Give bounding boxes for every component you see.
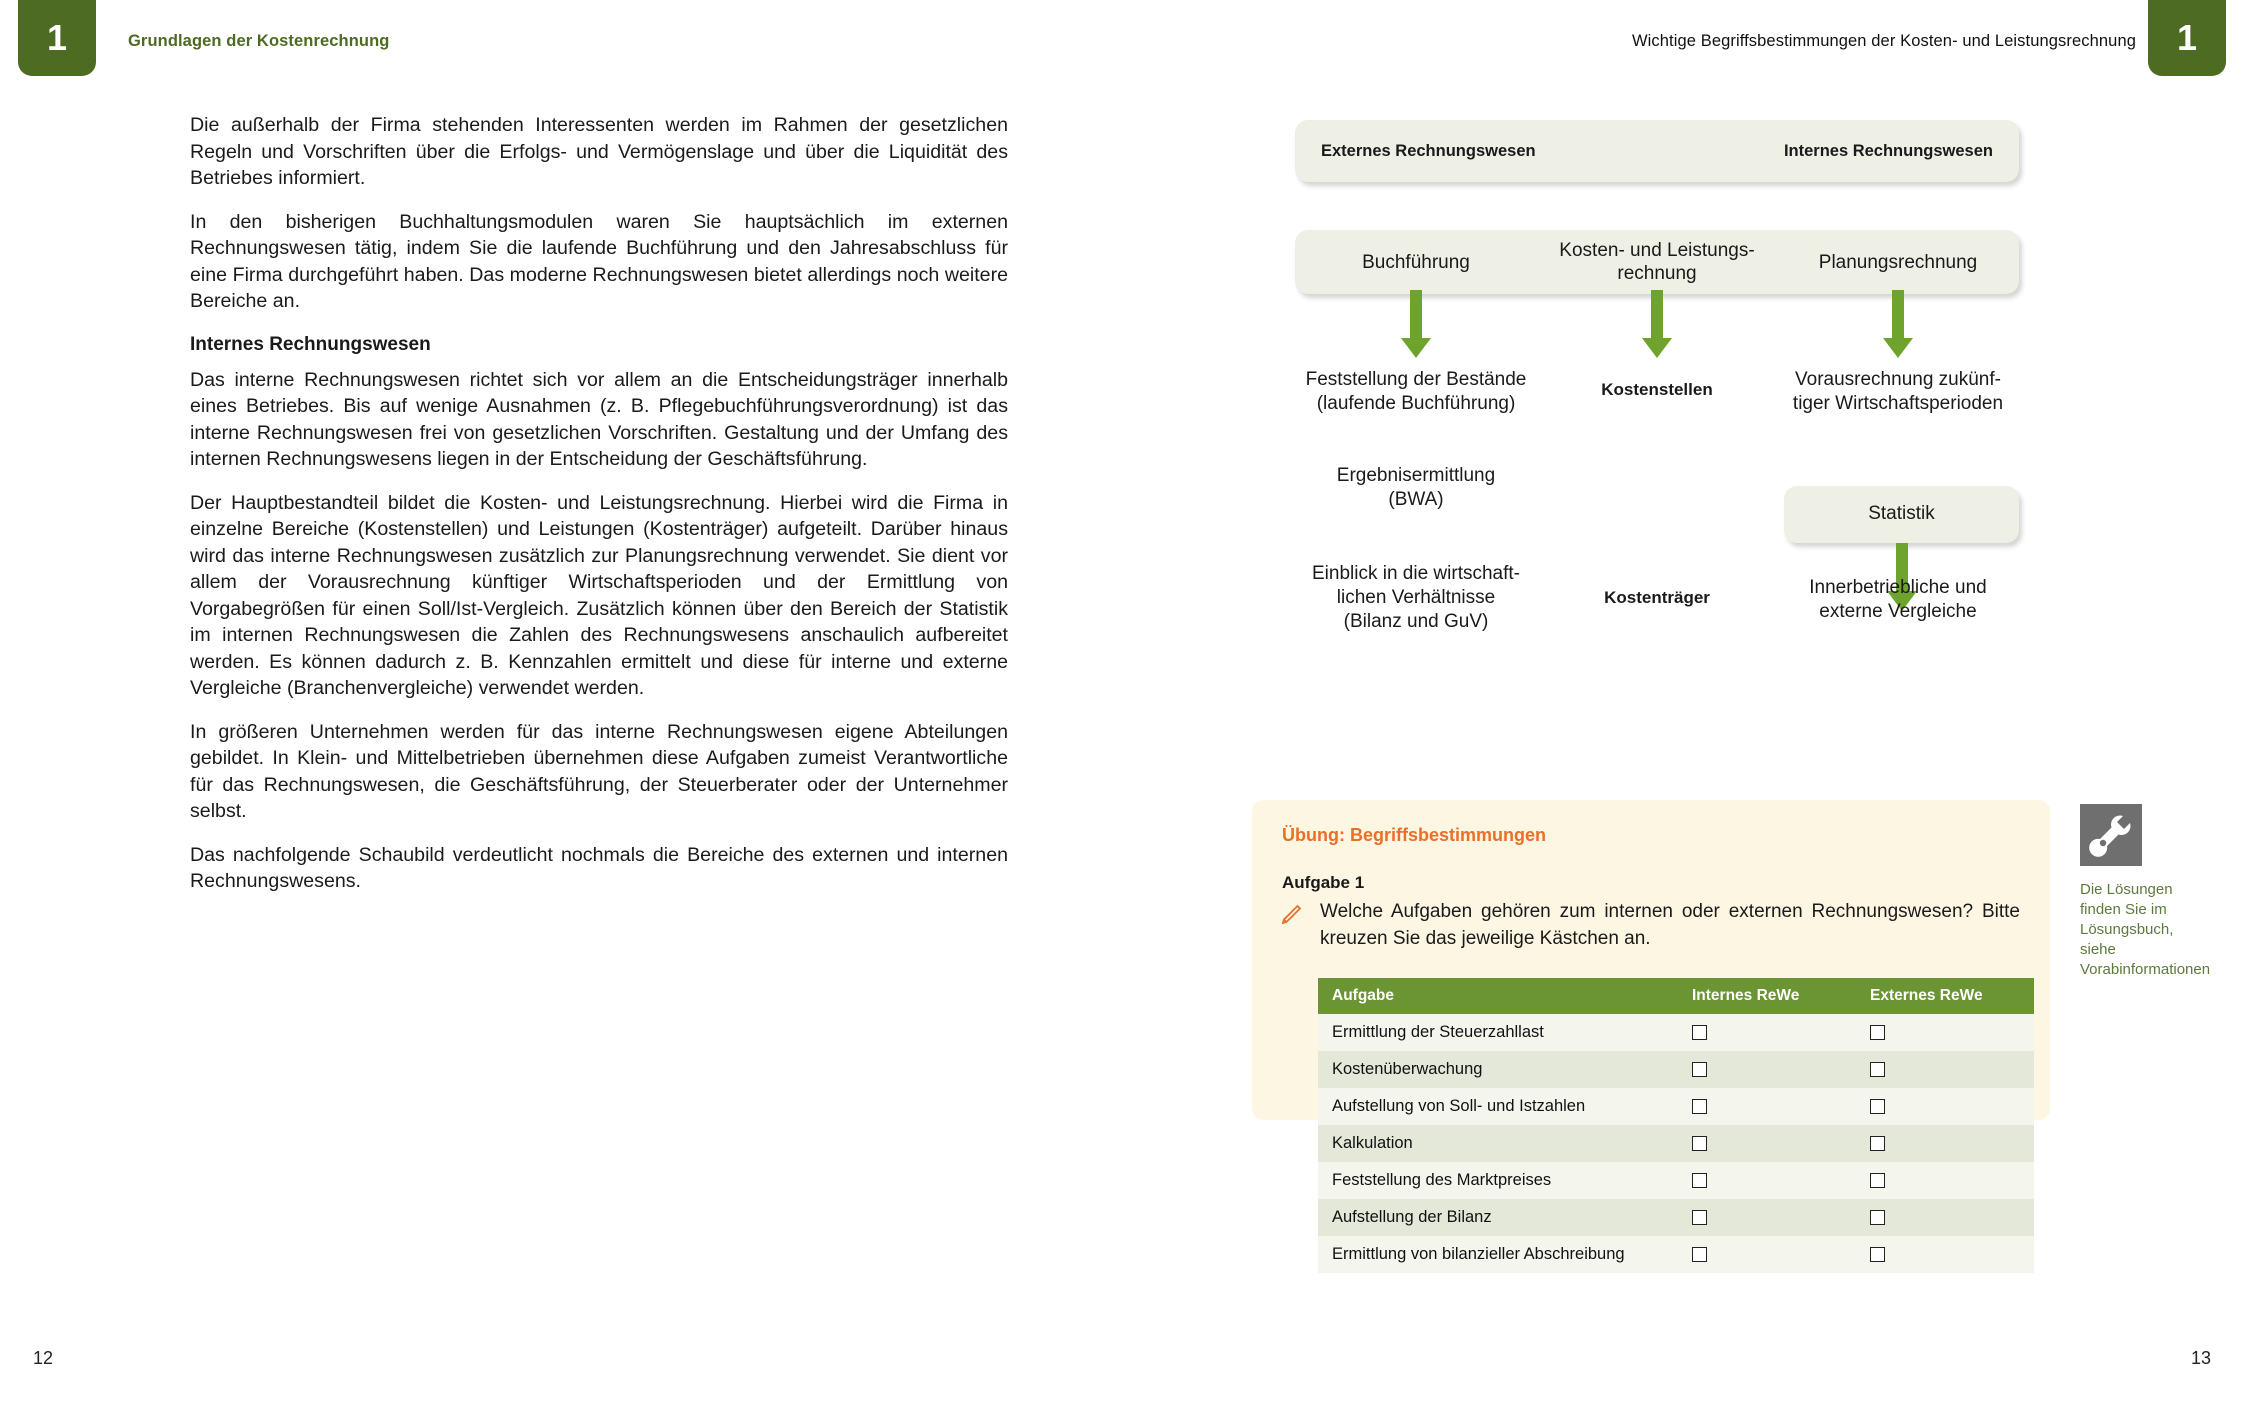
table-row xyxy=(1318,1199,2034,1236)
table-body xyxy=(1318,1014,2034,1273)
schema-band-top xyxy=(1295,120,2019,182)
paragraph-5: In größeren Unternehmen werden für das interne Rechnungswesen eigene Abteilungen gebildet. In Klein- und Mittelbetrieben übernehmen diese Aufgaben zumeist Verantwortliche für das Rechnungswesen, die Geschäftsführung, der Steuerberater oder der Unternehmer selbst. xyxy=(190,720,1008,822)
task-label: Kostenüberwachung xyxy=(1318,1051,1678,1088)
checkbox-cell-externes[interactable] xyxy=(1856,1051,2034,1088)
accounting-schema-diagram xyxy=(1295,120,2019,780)
arrow-down-kostenrechnung xyxy=(1642,290,1672,358)
checkbox-cell-internes[interactable] xyxy=(1678,1051,1856,1088)
schema-box-buchfuehrung: Buchführung xyxy=(1362,251,1470,273)
table-row xyxy=(1318,1236,2034,1273)
task-label: Aufstellung von Soll- und Istzahlen xyxy=(1318,1088,1678,1125)
schema-box-statistik xyxy=(1784,486,2019,543)
exercise-subtitle: Aufgabe 1 xyxy=(1282,873,1365,892)
checkbox-externes[interactable] xyxy=(1870,1247,1885,1262)
column-header-internes-rewe: Internes ReWe xyxy=(1678,978,1856,1014)
checkbox-internes[interactable] xyxy=(1692,1210,1707,1225)
checkbox-internes[interactable] xyxy=(1692,1136,1707,1151)
paragraph-3: Das interne Rechnungswesen richtet sich vor allem an die Entscheidungsträger innerhalb eines Betriebes. Bis auf wenige Ausnahmen (z. B. Pflegebuchführungsverordnung) ist das interne Rechnungswesen frei von gesetzlichen Vorschriften. Gestaltung und der Umfang des internen Rechnungswesens liegen in der Entscheidung der Geschäftsführung. xyxy=(190,368,1008,470)
checkbox-cell-internes[interactable] xyxy=(1678,1088,1856,1125)
checkbox-cell-internes[interactable] xyxy=(1678,1236,1856,1273)
body-column xyxy=(190,112,1008,912)
exercise-title: Übung: Begriffsbestimmungen xyxy=(1282,825,1546,845)
paragraph-6: Das nachfolgende Schaubild verdeutlicht nochmals die Bereiche des externen und internen Rechnungswesens. xyxy=(190,843,1008,892)
checkbox-externes[interactable] xyxy=(1870,1025,1885,1040)
chapter-number-right: 1 xyxy=(2176,17,2198,58)
checkbox-cell-internes[interactable] xyxy=(1678,1014,1856,1051)
chapter-number-left: 1 xyxy=(46,17,68,58)
schema-label-statistik: Statistik xyxy=(1868,503,1935,524)
checkbox-internes[interactable] xyxy=(1692,1025,1707,1040)
page-number-right: 13 xyxy=(2190,1348,2211,1368)
pencil-icon xyxy=(1280,902,1304,926)
table-header-row xyxy=(1318,978,2034,1014)
note-kostentraeger: Kostenträger xyxy=(1604,588,1710,607)
checkbox-externes[interactable] xyxy=(1870,1099,1885,1114)
section-heading-internes-rechnungswesen: Internes Rechnungswesen xyxy=(190,333,431,355)
checkbox-internes[interactable] xyxy=(1692,1099,1707,1114)
column-header-externes-rewe: Externes ReWe xyxy=(1856,978,2034,1014)
checkbox-cell-internes[interactable] xyxy=(1678,1199,1856,1236)
checkbox-externes[interactable] xyxy=(1870,1173,1885,1188)
schema-band-disciplines xyxy=(1295,230,2019,294)
task-label: Ermittlung von bilanzieller Abschreibung xyxy=(1318,1236,1678,1273)
note-ergebnisermittlung: Ergebnisermittlung (BWA) xyxy=(1336,465,1496,510)
wrench-icon xyxy=(2080,804,2142,866)
checkbox-cell-internes[interactable] xyxy=(1678,1125,1856,1162)
margin-note xyxy=(2080,804,2210,980)
checkbox-externes[interactable] xyxy=(1870,1136,1885,1151)
schema-label-external: Externes Rechnungswesen xyxy=(1321,142,1536,160)
checkbox-cell-externes[interactable] xyxy=(1856,1162,2034,1199)
table-row xyxy=(1318,1051,2034,1088)
checkbox-internes[interactable] xyxy=(1692,1173,1707,1188)
page-number-left: 12 xyxy=(33,1348,54,1368)
task-label: Ermittlung der Steuerzahllast xyxy=(1318,1014,1678,1051)
table-row xyxy=(1318,1088,2034,1125)
arrow-down-planungsrechnung xyxy=(1883,290,1913,358)
exercise-question: Welche Aufgaben gehören zum internen oder externen Rechnungswesen? Bitte kreuzen Sie das jeweilige Kästchen an. xyxy=(1320,901,2020,949)
checkbox-cell-externes[interactable] xyxy=(1856,1088,2034,1125)
note-innerbetriebliche-vergleiche: Innerbetriebliche und externe Vergleiche xyxy=(1809,577,1987,622)
note-feststellung-bestaende: Feststellung der Bestände (laufende Buchführung) xyxy=(1305,369,1527,414)
table-row xyxy=(1318,1125,2034,1162)
margin-note-text: Die Lösungen finden Sie im Lösungsbuch, siehe Vorabinformationen xyxy=(2080,881,2211,978)
note-einblick-wirtschaftliche-verhaeltnisse: Einblick in die wirtschaft- lichen Verhältnisse (Bilanz und GuV) xyxy=(1311,563,1521,632)
runhead-right: Wichtige Begriffsbestimmungen der Kosten- und Leistungsrechnung xyxy=(1631,32,2136,50)
exercise-table xyxy=(1318,978,2034,1273)
task-label: Kalkulation xyxy=(1318,1125,1678,1162)
task-label: Aufstellung der Bilanz xyxy=(1318,1199,1678,1236)
checkbox-internes[interactable] xyxy=(1692,1062,1707,1077)
checkbox-cell-externes[interactable] xyxy=(1856,1125,2034,1162)
paragraph-4: Der Hauptbestandteil bildet die Kosten- und Leistungsrechnung. Hierbei wird die Firma in einzelne Bereiche (Kostenstellen) und Leistungen (Kostenträger) aufgeteilt. Darüber hinaus wird das interne Rechnungswesen zusätzlich zur Planungsrechnung verwendet. Sie dient vor allem der Vorausrechnung künftiger Wirtschaftsperioden und der Ermittlung von Vorgabegrößen für einen Soll/Ist-Vergleich. Zusätzlich können über den Bereich der Statistik im internen Rechnungswesen die Zahlen des Rechnungswesens anschaulich aufbereitet werden. Es können dadurch z. B. Kennzahlen ermittelt und diese für interne und externe Vergleiche (Branchenvergleiche) verwendet werden. xyxy=(190,491,1008,699)
checkbox-externes[interactable] xyxy=(1870,1210,1885,1225)
schema-label-internal: Internes Rechnungswesen xyxy=(1783,142,1993,160)
task-label: Feststellung des Marktpreises xyxy=(1318,1162,1678,1199)
schema-box-kostenrechnung: Kosten- und Leistungs-rechnung xyxy=(1559,240,1755,284)
paragraph-2: In den bisherigen Buchhaltungsmodulen waren Sie hauptsächlich im externen Rechnungswesen tätig, indem Sie die laufende Buchführung und den Jahresabschluss für eine Firma durchgeführt haben. Das moderne Rechnungswesen bietet allerdings noch weitere Bereiche an. xyxy=(190,210,1008,312)
checkbox-cell-externes[interactable] xyxy=(1856,1199,2034,1236)
table-row xyxy=(1318,1162,2034,1199)
paragraph-1: Die außerhalb der Firma stehenden Interessenten werden im Rahmen der gesetzlichen Regeln und Vorschriften über die Erfolgs- und Vermögenslage und über die Liquidität des Betriebes informiert. xyxy=(190,114,1008,189)
checkbox-cell-externes[interactable] xyxy=(1856,1236,2034,1273)
column-header-aufgabe: Aufgabe xyxy=(1318,978,1678,1014)
checkbox-cell-internes[interactable] xyxy=(1678,1162,1856,1199)
checkbox-cell-externes[interactable] xyxy=(1856,1014,2034,1051)
runhead-left: Grundlagen der Kostenrechnung xyxy=(128,32,390,50)
arrow-down-buchfuehrung xyxy=(1401,290,1431,358)
schema-box-planungsrechnung: Planungsrechnung xyxy=(1818,251,1978,273)
note-kostenstellen: Kostenstellen xyxy=(1601,380,1713,399)
checkbox-internes[interactable] xyxy=(1692,1247,1707,1262)
table-row xyxy=(1318,1014,2034,1051)
note-vorausrechnung: Vorausrechnung zukünf- tiger Wirtschaftsperioden xyxy=(1792,369,2004,414)
checkbox-externes[interactable] xyxy=(1870,1062,1885,1077)
